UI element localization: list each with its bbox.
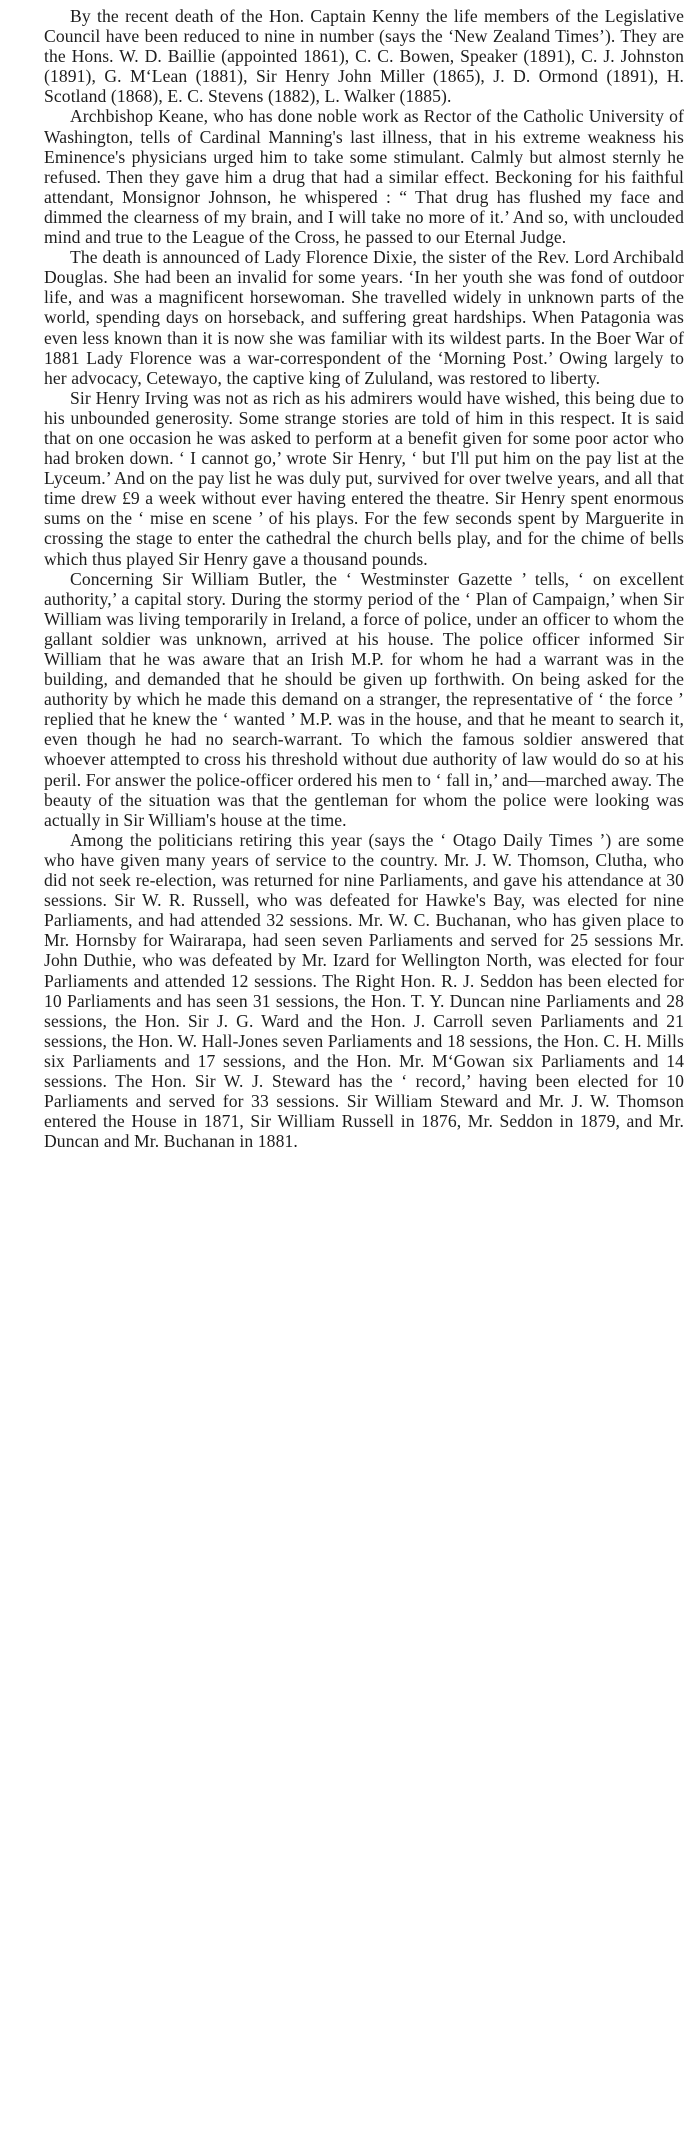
paragraph-life-members: By the recent death of the Hon. Captain Kenny the life members of the Legislative Council have been reduced to nine in number (says the ‘New Zealand Times’). They are the Hons. W. D. Baillie (appointed 1861), C. C. Bowen, Speaker (1891), C. J. Johnston (1891), G. M‘Lean (1881), Sir Henry John Miller (1865), J. D. Ormond (1891), H. Scotland (1868), E. C. Stevens (1882), L. Walker (1885). <box>44 6 684 107</box>
paragraph-cardinal-manning: Archbishop Keane, who has done noble work as Rector of the Catholic University of Washington, tells of Cardinal Manning's last illness, that in his extreme weakness his Eminence's physicians urged him to take some stimulant. Calmly but almost sternly he refused. Then they gave him a drug that had a similar effect. Beckoning for his faithful attendant, Monsignor Johnson, he whispered : “ That drug has flushed my face and dimmed the clearness of my brain, and I will take no more of it.’ And so, with unclouded mind and true to the League of the Cross, he passed to our Eternal Judge. <box>44 106 684 248</box>
paragraph-sir-william-butler: Concerning Sir William Butler, the ‘ Westminster Gazette ’ tells, ‘ on excellent authority,’ a capital story. During the stormy period of the ‘ Plan of Campaign,’ when Sir William was living temporarily in Ireland, a force of police, under an officer to whom the gallant soldier was unknown, arrived at his house. The police officer informed Sir William that he was aware that an Irish M.P. for whom he had a warrant was in the building, and demanded that he should be given up forthwith. On being asked for the authority by which he made this demand on a stranger, the representative of ‘ the force ’ replied that he knew the ‘ wanted ’ M.P. was in the house, and that he meant to search it, even though he had no search-warrant. To which the famous soldier answered that whoever attempted to cross his threshold without due authority of law would do so at his peril. For answer the police-officer ordered his men to ‘ fall in,’ and—marched away. The beauty of the situation was that the gentleman for whom the police were looking was actually in Sir William's house at the time. <box>44 568 684 830</box>
paragraph-retiring-politicians: Among the politicians retiring this year (says the ‘ Otago Daily Times ’) are some who have given many years of service to the country. Mr. J. W. Thomson, Clutha, who did not seek re-election, was returned for nine Parliaments, and gave his attendance at 30 sessions. Sir W. R. Russell, who was defeated for Hawke's Bay, was elected for nine Parliaments, and had attended 32 sessions. Mr. W. C. Buchanan, who has given place to Mr. Hornsby for Wairarapa, had seen seven Parliaments and served for 25 sessions Mr. John Duthie, who was defeated by Mr. Izard for Wellington North, was elected for four Parliaments and attended 12 sessions. The Right Hon. R. J. Seddon has been elected for 10 Parliaments and has seen 31 sessions, the Hon. T. Y. Duncan nine Parliaments and 28 sessions, the Hon. Sir J. G. Ward and the Hon. J. Carroll seven Parliaments and 21 sessions, the Hon. W. Hall-Jones seven Parliaments and 18 sessions, the Hon. C. H. Mills six Parliaments and 17 sessions, and the Hon. Mr. M‘Gowan six Parliaments and 14 sessions. The Hon. Sir W. J. Steward has the ‘ record,’ having been elected for 10 Parliaments and served for 33 sessions. Sir William Steward and Mr. J. W. Thomson entered the House in 1871, Sir William Russell in 1876, Mr. Seddon in 1879, and Mr. Duncan and Mr. Buchanan in 1881. <box>44 829 684 1152</box>
article-column <box>44 6 684 1151</box>
paragraph-lady-florence-dixie: The death is announced of Lady Florence Dixie, the sister of the Rev. Lord Archibald Douglas. She had been an invalid for some years. ‘In her youth she was fond of outdoor life, and was a magnificent horsewoman. She travelled widely in unknown parts of the world, spending days on horseback, and suffering great hardships. When Patagonia was even less known than it is now she was familiar with its wildest parts. In the Boer War of 1881 Lady Florence was a war-correspondent of the ‘Morning Post.’ Owing largely to her advocacy, Cetewayo, the captive king of Zululand, was restored to liberty. <box>44 247 684 388</box>
paragraph-sir-henry-irving: Sir Henry Irving was not as rich as his admirers would have wished, this being due to his unbounded generosity. Some strange stories are told of him in this respect. It is said that on one occasion he was asked to perform at a benefit given for some poor actor who had broken down. ‘ I cannot go,’ wrote Sir Henry, ‘ but I'll put him on the pay list at the Lyceum.’ And on the pay list he was duly put, survived for over twelve years, and all that time drew £9 a week without ever having entered the theatre. Sir Henry spent enormous sums on the ‘ mise en scene ’ of his plays. For the few seconds spent by Marguerite in crossing the stage to enter the cathedral the church bells play, and for the chime of bells which thus played Sir Henry gave a thousand pounds. <box>44 387 684 569</box>
